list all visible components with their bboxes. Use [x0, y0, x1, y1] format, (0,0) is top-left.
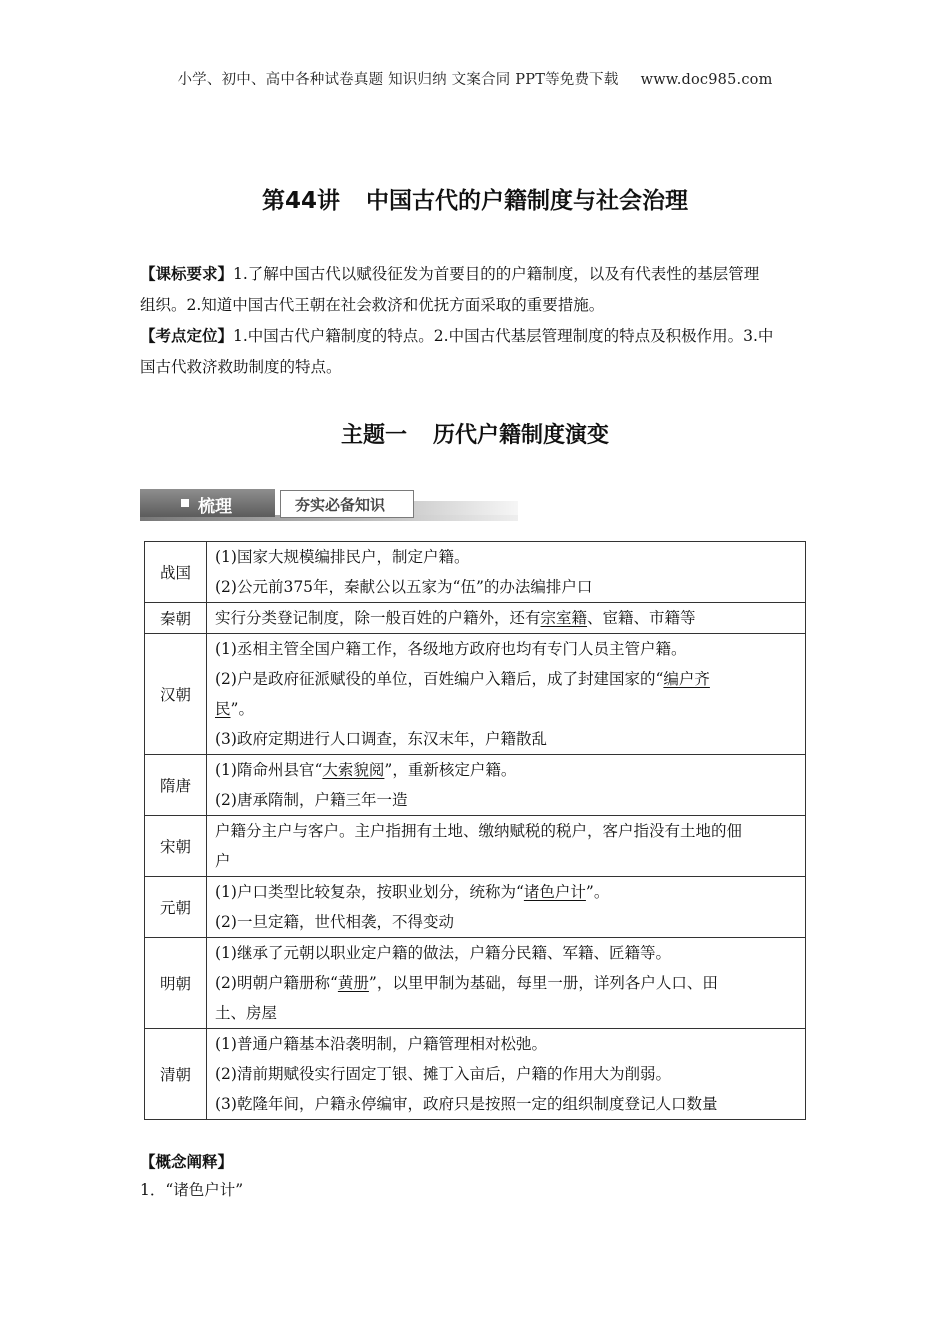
- content-cell: (1)丞相主管全国户籍工作，各级地方政府也均有专门人员主管户籍。 (2)户是政府征派赋役的单位，百姓编户入籍后，成了封建国家的“编户齐 民”。 (3)政府定期进行人口调查，东汉末年，户籍散乱: [207, 634, 806, 755]
- positioning-line-2: 国古代救济救助制度的特点。: [140, 358, 342, 376]
- key-term: 大索貌阅: [322, 761, 385, 779]
- era-cell: 元朝: [145, 877, 207, 938]
- lecture-number: 第44讲: [261, 188, 340, 214]
- era-cell: 战国: [145, 542, 207, 603]
- table-row-qing: [145, 1029, 806, 1120]
- content-cell: (1)户口类型比较复杂，按职业划分，统称为“诸色户计”。 (2)一旦定籍，世代相袭，不得变动: [207, 877, 806, 938]
- content-cell: (1)普通户籍基本沿袭明制，户籍管理相对松弛。 (2)清前期赋役实行固定丁银、摊丁入亩后，户籍的作用大为削弱。 (3)乾隆年间，户籍永停编审，政府只是按照一定的组织制度登记人口数量: [207, 1029, 806, 1120]
- table-row-ming: [145, 938, 806, 1029]
- concept-heading: 【概念阐释】: [140, 1153, 234, 1171]
- era-cell: 汉朝: [145, 634, 207, 755]
- content-cell: 实行分类登记制度，除一般百姓的户籍外，还有宗室籍、宦籍、市籍等: [207, 603, 806, 634]
- era-cell: 隋唐: [145, 755, 207, 816]
- table-row-han: [145, 634, 806, 755]
- era-cell: 清朝: [145, 1029, 207, 1120]
- positioning-tag: 【考点定位】: [140, 327, 234, 345]
- content-cell: (1)国家大规模编排民户，制定户籍。 (2)公元前375年，秦献公以五家为“伍”的办法编排户口: [207, 542, 806, 603]
- concept-item-1: 1．“诸色户计”: [140, 1181, 244, 1199]
- table-row-song: [145, 816, 806, 877]
- banner-light-tab: [280, 490, 414, 518]
- key-term: 诸色户计: [523, 883, 586, 901]
- curriculum-requirements: [140, 259, 812, 321]
- lecture-name: 中国古代的户籍制度与社会治理: [366, 188, 688, 214]
- topic-name: 历代户籍制度演变: [433, 423, 610, 448]
- banner-dark-tab: [140, 489, 275, 517]
- key-term: 宗室籍: [540, 609, 588, 627]
- household-registration-table: [144, 541, 806, 1120]
- banner-light-label: 夯实必备知识: [295, 496, 386, 514]
- topic-title: [0, 418, 950, 449]
- table-row-warring-states: [145, 542, 806, 603]
- section-banner: [140, 489, 518, 523]
- requirements-tag: 【课标要求】: [140, 265, 234, 283]
- table-row-yuan: [145, 877, 806, 938]
- requirements-line-1: 【课标要求】1.了解中国古代以赋役征发为首要目的的户籍制度，以及有代表性的基层管理: [140, 265, 760, 283]
- key-term: 民: [215, 700, 231, 718]
- exam-positioning: [140, 321, 812, 383]
- header-text: 小学、初中、高中各种试卷真题 知识归纳 文案合同 PPT等免费下载: [177, 72, 619, 88]
- positioning-line-1: 【考点定位】1.中国古代户籍制度的特点。2.中国古代基层管理制度的特点及积极作用。3.中: [140, 327, 774, 345]
- content-cell: 户籍分主户与客户。主户指拥有土地、缴纳赋税的税户，客户指没有土地的佃 户: [207, 816, 806, 877]
- era-cell: 明朝: [145, 938, 207, 1029]
- square-bullet-icon: [181, 499, 189, 507]
- requirements-line-2: 组织。2.知道中国古代王朝在社会救济和优抚方面采取的重要措施。: [140, 296, 605, 314]
- table-row-qin: [145, 603, 806, 634]
- era-cell: 秦朝: [145, 603, 207, 634]
- header-site: www.doc985.com: [640, 72, 773, 88]
- lecture-title: [0, 182, 950, 215]
- page-header: [0, 68, 950, 89]
- content-cell: (1)隋命州县官“大索貌阅”，重新核定户籍。 (2)唐承隋制，户籍三年一造: [207, 755, 806, 816]
- key-term: 编户齐: [663, 670, 710, 688]
- era-cell: 宋朝: [145, 816, 207, 877]
- topic-number: 主题一: [340, 423, 407, 448]
- banner-dark-label: 梳理: [198, 497, 232, 517]
- table-row-sui-tang: [145, 755, 806, 816]
- content-cell: (1)继承了元朝以职业定户籍的做法，户籍分民籍、军籍、匠籍等。 (2)明朝户籍册称“黄册”，以里甲制为基础，每里一册，详列各户人口、田 土、房屋: [207, 938, 806, 1029]
- key-term: 黄册: [337, 974, 369, 992]
